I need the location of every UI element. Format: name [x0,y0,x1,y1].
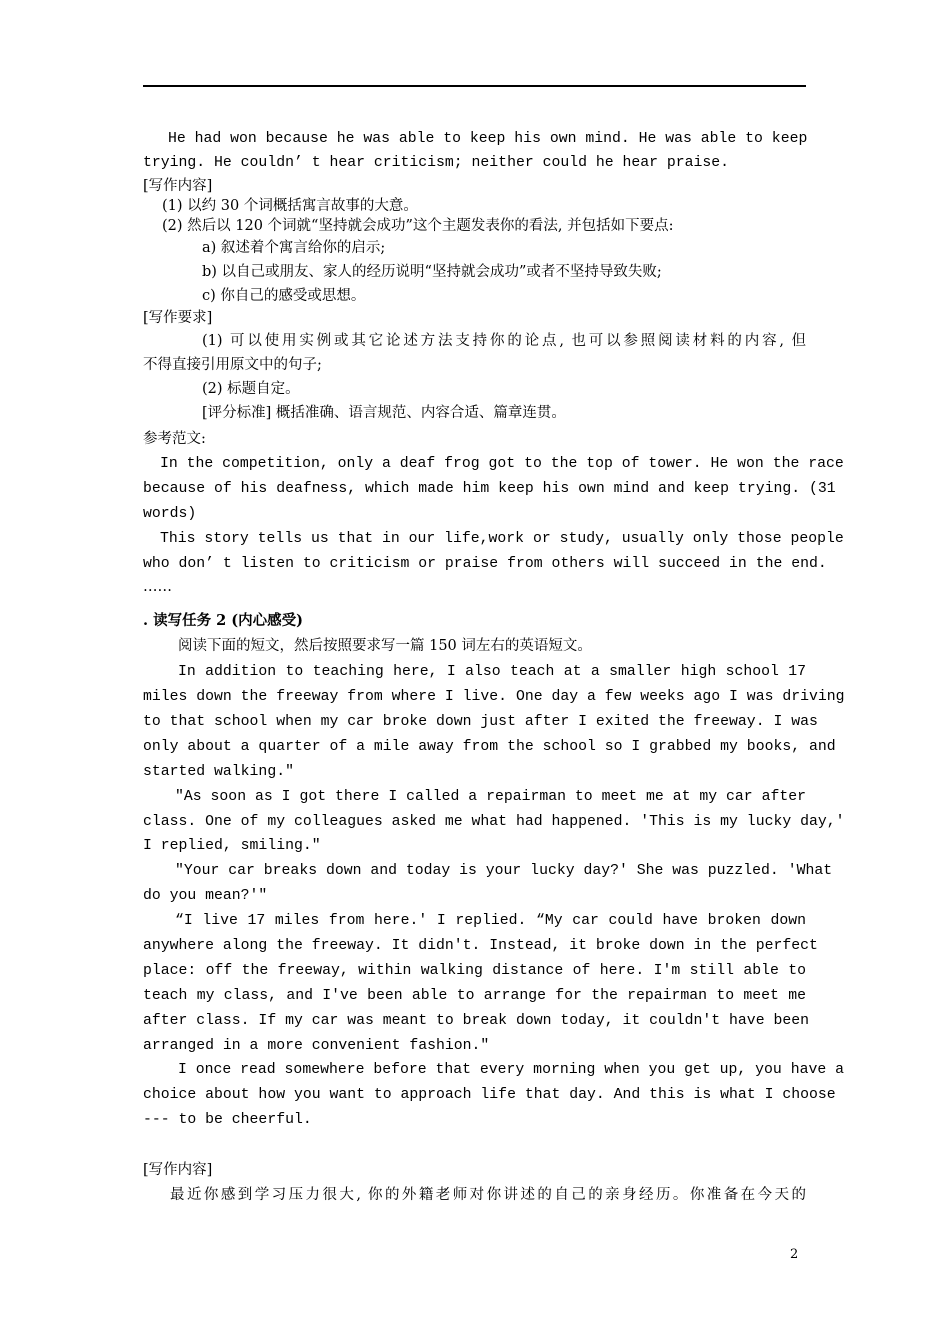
text-line: (1) 以约 30 个词概括寓言故事的大意。 [162,198,418,214]
page-number: 2 [790,1247,799,1262]
text-line: c) 你自己的感受或思想。 [202,288,366,304]
text-line: …… [143,579,172,595]
text-line: 阅读下面的短文，然后按照要求写一篇 150 词左右的英语短文。 [178,638,592,654]
text-line: teach my class, and I've been able to arrange for the repairman to meet me [143,988,806,1004]
text-line: trying. He couldn’ t hear criticism; neither could he hear praise. [143,155,730,171]
text-line: anywhere along the freeway. It didn't. Instead, it broke down in the perfect [143,938,818,954]
text-line: 最近你感到学习压力很大, 你的外籍老师对你讲述的自己的亲身经历。你准备在今天的 [170,1187,806,1203]
text-line: [写作要求] [143,310,213,326]
text-line: In the competition, only a deaf frog got to the top of tower. He won the race [160,456,844,472]
text-line: [写作内容] [143,178,213,194]
text-line: [评分标准] 概括准确、语言规范、内容合适、篇章连贯。 [202,405,566,421]
text-line: place: off the freeway, within walking distance of here. I'm still able to [143,963,806,979]
text-line: choice about how you want to approach life that day. And this is what I choose [143,1087,836,1103]
text-line: "As soon as I got there I called a repairman to meet me at my car after [175,789,806,805]
text-line: I once read somewhere before that every morning when you get up, you have a [178,1062,844,1078]
text-line: --- to be cheerful. [143,1112,312,1128]
text-line: (2) 然后以 120 个词就“坚持就会成功”这个主题发表你的看法, 并包括如下要点: [162,218,674,234]
text-line: (2) 标题自定。 [202,381,300,397]
header-rule [143,85,806,87]
text-line: miles down the freeway from where I live. One day a few weeks ago I was driving [143,689,845,705]
text-line: "Your car breaks down and today is your lucky day?' She was puzzled. 'What [175,863,833,879]
text-line: He had won because he was able to keep his own mind. He was able to keep [168,131,808,147]
text-line: [写作内容] [143,1162,213,1178]
text-line: to that school when my car broke down just after I exited the freeway. I was [143,714,818,730]
text-line: started walking." [143,764,294,780]
text-line: In addition to teaching here, I also teach at a smaller high school 17 [178,664,806,680]
text-line: who don’ t listen to criticism or praise from others will succeed in the end. [143,556,827,572]
text-line: because of his deafness, which made him keep his own mind and keep trying. (31 [143,481,836,497]
text-line: do you mean?'" [143,888,268,904]
text-line: 不得直接引用原文中的句子; [143,357,322,373]
text-line: b) 以自己或朋友、家人的经历说明“坚持就会成功”或者不坚持导致失败; [202,264,662,280]
text-line: after class. If my car was meant to break down today, it couldn't have been [143,1013,809,1029]
text-line: only about a quarter of a mile away from the school so I grabbed my books, and [143,739,836,755]
text-line: a) 叙述着个寓言给你的启示; [202,240,386,256]
text-line: I replied, smiling." [143,838,321,854]
text-line: class. One of my colleagues asked me what had happened. 'This is my lucky day,' [143,814,845,830]
text-line: This story tells us that in our life,work or study, usually only those people [160,531,844,547]
text-line: arranged in a more convenient fashion." [143,1038,490,1054]
text-line: . 读写任务 2 (内心感受) [143,612,304,629]
text-line: words) [143,506,197,522]
text-line: “I live 17 miles from here.' I replied. “My car could have broken down [175,913,806,929]
text-line: (1) 可以使用实例或其它论述方法支持你的论点, 也可以参照阅读材料的内容, 但 [202,333,806,349]
text-line: 参考范文: [143,431,206,447]
